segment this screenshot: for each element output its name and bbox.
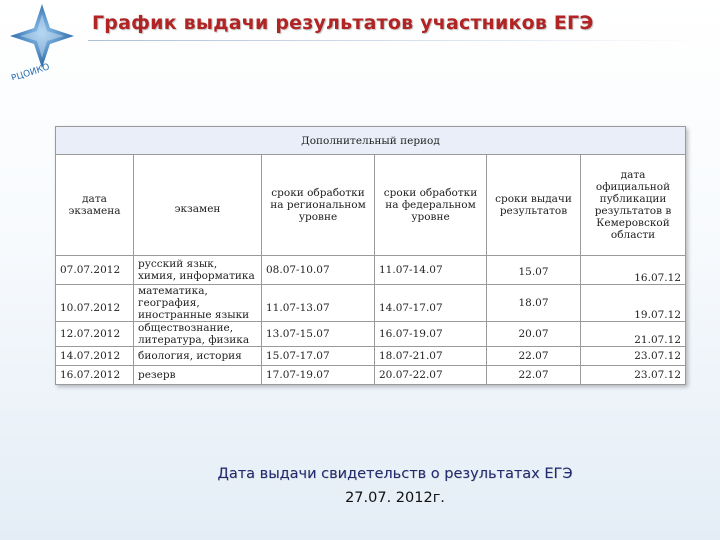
publication-date-cell: 23.07.12 [581,347,686,366]
col-header-federal-processing: сроки обработки на федеральном уровне [375,155,487,256]
col-header-exam-date: дата экзамена [56,155,134,256]
table-row [56,366,686,385]
issue-date-cell: 20.07 [487,322,581,347]
logo-text: РЦОИКО [10,62,52,80]
title-divider [88,40,708,41]
col-header-issue-date: сроки выдачи результатов [487,155,581,256]
period-title: Дополнительный период [56,127,686,155]
exam-date-cell: 14.07.2012 [56,347,134,366]
table-row [56,285,686,322]
issue-date-cell: 22.07 [487,347,581,366]
col-header-regional-processing: сроки обработки на региональном уровне [262,155,375,256]
table-row [56,322,686,347]
exam-date-cell: 10.07.2012 [56,285,134,322]
exam-cell: биология, история [134,347,262,366]
table-row [56,256,686,285]
issue-date-cell: 18.07 [487,285,581,322]
federal-processing-cell: 18.07-21.07 [375,347,487,366]
publication-date-cell: 16.07.12 [581,256,686,285]
regional-processing-cell: 08.07-10.07 [262,256,375,285]
exam-cell: русский язык, химия, информатика [134,256,262,285]
exam-cell: резерв [134,366,262,385]
col-header-publication-date: дата официальной публикации результатов в Кемеровской области [581,155,686,256]
exam-cell: математика, география, иностранные языки [134,285,262,322]
rcoiko-logo [4,0,78,80]
period-header-row [56,127,686,155]
exam-date-cell: 12.07.2012 [56,322,134,347]
regional-processing-cell: 11.07-13.07 [262,285,375,322]
regional-processing-cell: 15.07-17.07 [262,347,375,366]
issue-date-cell: 22.07 [487,366,581,385]
certificate-issue-label: Дата выдачи свидетельств о результатах ЕГЭ [217,466,573,482]
federal-processing-cell: 11.07-14.07 [375,256,487,285]
page-title: График выдачи результатов участников ЕГЭ [92,12,594,34]
table-row [56,347,686,366]
exam-date-cell: 07.07.2012 [56,256,134,285]
regional-processing-cell: 17.07-19.07 [262,366,375,385]
publication-date-cell: 23.07.12 [581,366,686,385]
exam-cell: обществознание, литература, физика [134,322,262,347]
issue-date-cell: 15.07 [487,256,581,285]
results-schedule-table [55,126,686,385]
certificate-issue-note [0,462,720,510]
col-header-exam: экзамен [134,155,262,256]
regional-processing-cell: 13.07-15.07 [262,322,375,347]
federal-processing-cell: 14.07-17.07 [375,285,487,322]
federal-processing-cell: 20.07-22.07 [375,366,487,385]
publication-date-cell: 19.07.12 [581,285,686,322]
federal-processing-cell: 16.07-19.07 [375,322,487,347]
publication-date-cell: 21.07.12 [581,322,686,347]
exam-date-cell: 16.07.2012 [56,366,134,385]
column-header-row [56,155,686,256]
certificate-issue-date: 27.07. 2012г. [345,490,445,506]
